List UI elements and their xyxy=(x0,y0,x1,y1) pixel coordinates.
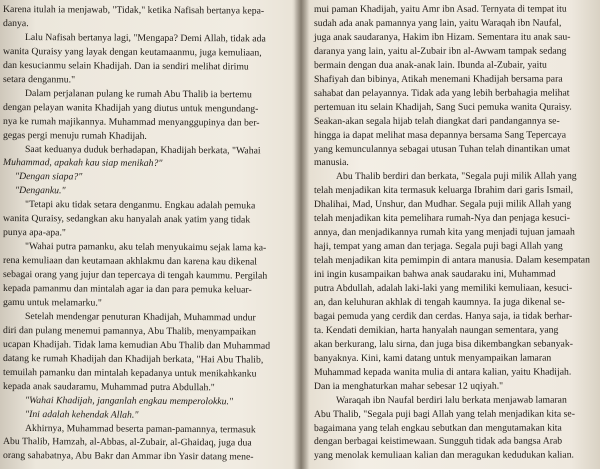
right-page-line: hingga ia dapat melihat masa depannya bersama Sang Tepercaya xyxy=(313,129,567,141)
left-page-line: setara denganmu." xyxy=(2,73,76,86)
left-page-line: orang sahabatnya, Abu Bakr dan Ammar ibn Yasir datang mene- xyxy=(2,450,254,463)
left-page-line: diri dan pulang menemui pamannya, Abu Thalib, menyampaikan xyxy=(2,324,257,338)
right-page-line: juga anak saudaranya, Hakim ibn Hizam. Sementara itu anak sau- xyxy=(313,31,571,43)
left-page-line: wanita Quraisy, sedangkan aku hanyalah anak yatim yang tidak xyxy=(2,213,251,226)
right-page-line: sudah ada anak pamannya yang lain, yaitu Waraqah ibn Naufal, xyxy=(313,17,562,29)
book-gutter-shadow xyxy=(292,0,310,469)
right-page-line: bagai pemuda yang cerdik dan cerdas. Hanya saja, ia tidak berhar- xyxy=(313,310,573,322)
right-page-line: dengan berbagai keistimewaan. Sungguh tidak ada bangsa Arab xyxy=(313,436,563,448)
right-page-line: pertemuan itu selain Khadijah, Sang Suci pemuka wanita Quraisy. xyxy=(313,101,572,113)
left-page xyxy=(0,0,292,469)
left-page-line: wanita Quraisy yang layak dengan keutamaanmu, juga kemuliaan, xyxy=(2,45,262,59)
left-page-line: "Wahai Khadijah, janganlah engkau memperolokku." xyxy=(24,394,234,407)
left-page-line: "Denganku." xyxy=(14,185,66,197)
right-page-line: bermain dengan dua anak-anak lain. Ibunda al-Zubair, yaitu xyxy=(313,59,547,71)
left-page-line: datang ke rumah Khadijah dan Khadijah berkata, "Hai Abu Thalib, xyxy=(2,352,264,366)
right-page-line: haji, tempat yang aman dan terjaga. Segala puji bagi Allah yang xyxy=(313,240,563,253)
left-page-line: gegas pergi menuju rumah Khadijah. xyxy=(2,129,147,142)
right-page-line: akan berkurang, lalu sirna, dan juga bisa dikembangkan sebanyak- xyxy=(313,338,574,350)
left-page-line: gamu untuk melamarku." xyxy=(2,296,102,309)
right-page-line: Muhammad kepada wanita mulia di antara kalian, yaitu Khadijah. xyxy=(313,366,572,378)
right-page-line: telah menjadikan kita pemelihara rumah-Nya dan penjaga kesuci- xyxy=(313,212,570,225)
left-page-line: "Wahai putra pamanku, aku telah menyukaimu sejak lama ka- xyxy=(24,241,267,254)
right-page-line: mui paman Khadijah, yaitu Amr ibn Asad. Ternyata di tempat itu xyxy=(313,3,567,15)
right-page-line: telah menjadikan kita pemimpin di antara manusia. Dalam kesempatan xyxy=(313,254,590,267)
left-page-line: rena kemuliaan dan keutamaan akhlakmu dan karena kau dikenal xyxy=(2,255,258,268)
left-page-line: "Dengan siapa?" xyxy=(14,171,83,183)
right-page-line: bagaimana yang telah engkau sebutkan dan mengutamakan kita xyxy=(313,422,562,434)
right-page-line: annya, dan menjadikannya rumah kita yang menjadi tujuan jamaah xyxy=(313,226,575,239)
left-page-line: ucapan Khadijah. Tidak lama kemudian Abu Thalib dan Muhammad xyxy=(2,338,271,352)
right-page-line: an, dan keluhuran akhlak di tengah kaumnya. Ia juga dikenal se- xyxy=(313,296,565,308)
left-page-line: "Ini adalah kehendak Allah." xyxy=(24,408,139,421)
left-page-line: nya ke rumah majikannya. Muhammad menyanggupinya dan ber- xyxy=(2,115,260,129)
right-page-line: Abu Thalib berdiri dan berkata, "Segala puji milik Allah yang xyxy=(335,170,577,183)
right-page-line: Dhalihai, Mad, Unshur, dan Mudhar. Segala puji milik Allah yang xyxy=(313,198,572,211)
left-page-line: Setelah mendengar penuturan Khadijah, Muhammad undur xyxy=(24,310,256,324)
right-page-line: sahabat dan pelayannya. Tidak ada yang lebih berbahagia melihat xyxy=(313,87,570,99)
left-page-line: dan kesucianmu selain Khadijah. Dan ia sendiri melihat dirimu xyxy=(2,59,249,73)
left-page-line: Dalam perjalanan pulang ke rumah Abu Thalib ia bertemu xyxy=(24,87,252,101)
left-page-line: Lalu Nafisah bertanya lagi, "Mengapa? Demi Allah, tidak ada xyxy=(24,31,266,45)
left-page-line: Abu Thalib, Hamzah, al-Abbas, al-Zubair, al-Ghaidaq, juga dua xyxy=(2,436,252,449)
right-page xyxy=(310,0,600,469)
right-page-line: banyaknya. Kini, kami datang untuk menyampaikan lamaran xyxy=(313,352,552,364)
right-page-line: manusia. xyxy=(313,157,349,169)
left-page-line: Saat keduanya duduk berhadapan, Khadijah berkata, "Wahai xyxy=(24,143,261,156)
right-page-line: Waraqah ibn Naufal berdiri lalu berkata menjawab lamaran xyxy=(335,394,567,406)
left-page-line: danya. xyxy=(2,17,29,30)
left-page-line: dengan pelayan wanita Khadijah yang diutus untuk mengundang- xyxy=(2,101,259,115)
right-page-line: telah menjadikan kita termasuk keluarga Ibrahim dari garis Ismail, xyxy=(313,184,574,197)
left-page-line: "Tetapi aku tidak setara denganmu. Engkau adalah pemuka xyxy=(24,199,256,212)
right-page-line: ta. Kendati demikian, harta hanyalah naungan sementara, yang xyxy=(313,324,559,336)
right-page-line: Abu Thalib, "Segala puji bagi Allah yang telah menjadikan kita se- xyxy=(313,408,575,420)
right-page-line: yang menolak kemuliaan kalian dan meragukan kedudukan kalian. xyxy=(313,449,575,462)
left-page-line: kepada anak saudaramu, Muhammad putra Abdullah." xyxy=(2,380,215,393)
right-page-line: Seakan-akan segala hijab telah diangkat dari pandangannya se- xyxy=(313,115,560,127)
left-page-line: punya apa-apa." xyxy=(2,227,66,239)
left-page-line: temuilah pamanku dan mintalah kepadanya untuk menikahkanku xyxy=(2,366,257,380)
right-page-line: putra Abdullah, adalah laki-laki yang memiliki kemuliaan, kesuci- xyxy=(313,282,573,294)
left-page-line: Karena itulah ia menjawab, "Tidak," ketika Nafisah bertanya kepa- xyxy=(2,4,265,17)
left-page-line: Muhammad, apakah kau siap menikah?" xyxy=(2,157,163,170)
left-page-line: sebagai orang yang jujur dan tepercaya di tengah kaummu. Pergilah xyxy=(2,269,268,282)
right-page-line: Shafiyah dan bibinya, Atikah menemani Khadijah bersama para xyxy=(313,73,563,85)
left-page-line: kepada pamanmu dan mintalah agar ia dan para pemuka keluar- xyxy=(2,283,252,296)
right-page-line: Dan ia menghaturkan mahar sebesar 12 uqiyah." xyxy=(313,380,504,392)
right-page-line: yang kemunculannya sebagai utusan Tuhan telah dinantikan umat xyxy=(313,143,571,155)
left-page-line: Akhirnya, Muhammad beserta paman-pamannya, termasuk xyxy=(24,422,256,435)
right-page-line: daranya yang lain, yaitu al-Zubair ibn al-Awwam tampak sedang xyxy=(313,45,567,57)
right-page-line: ini ingin kusampaikan bahwa anak saudaraku ini, Muhammad xyxy=(313,268,556,281)
